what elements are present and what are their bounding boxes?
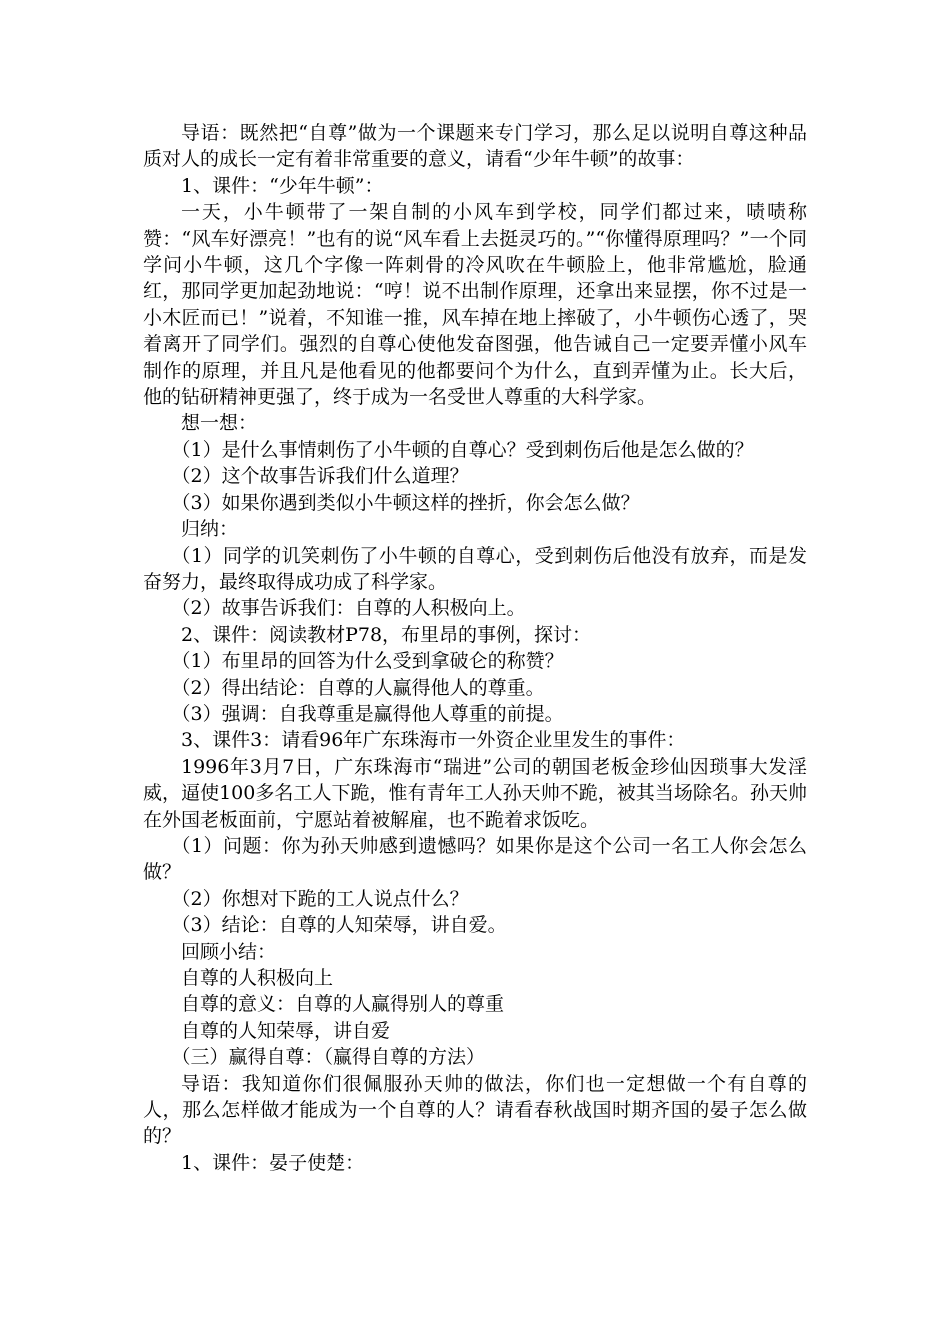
review-line: 自尊的人积极向上	[181, 967, 334, 989]
incident-paragraph: 1996年3月7日，广东珠海市“瑞进”公司的朝国老板金珍仙因琐事大发淫威，逼使100多名工人下跪，惟有青年工人孙天帅不跪，被其当场除名。孙天帅在外国老板面前，宁愿站着被解雇，也不跪着求饭吃。	[143, 755, 807, 831]
discussion-item: （3）强调：自我尊重是赢得他人尊重的前提。	[171, 702, 564, 725]
question-item: （3）如果你遇到类似小牛顿这样的挫折，你会怎么做？	[171, 491, 640, 514]
summary-heading: 归纳：	[181, 518, 239, 541]
review-line: 自尊的意义：自尊的人赢得别人的尊重	[181, 993, 505, 1016]
incident-question-item: （1）问题：你为孙天帅感到遗憾吗？如果你是这个公司一名工人你会怎么做？	[143, 834, 807, 884]
courseware-3-heading: 3、课件3：请看96年广东珠海市一外资企业里发生的事件：	[181, 729, 686, 752]
courseware-yanzi-heading: 1、课件：晏子使楚：	[181, 1151, 365, 1174]
intro-paragraph-2: 导语：我知道你们很佩服孙天帅的做法，你们也一定想做一个有自尊的人，那么怎样做才能成为一个自尊的人？请看春秋战国时期齐国的晏子怎么做的？	[143, 1072, 807, 1148]
incident-question-item: （2）你想对下跪的工人说点什么？	[171, 887, 469, 910]
question-item: （1）是什么事情刺伤了小牛顿的自尊心？受到刺伤后他是怎么做的？	[171, 438, 754, 461]
discussion-item: （2）得出结论：自尊的人赢得他人的尊重。	[171, 676, 545, 699]
intro-paragraph: 导语：既然把“自尊”做为一个课题来专门学习，那么足以说明自尊这种品质对人的成长一定有着非常重要的意义，请看“少年牛顿”的故事：	[143, 122, 807, 171]
newton-story-paragraph: 一天，小牛顿带了一架自制的小风车到学校，同学们都过来，啧啧称赞：“风车好漂亮！”也有的说“风车看上去挺灵巧的。”“你懂得原理吗？”一个同学问小牛顿，这几个字像一阵刺骨的冷风吹在牛顿脸上，他非常尴尬，脸通红，那同学更加起劲地说：“哼！说不出制作原理，还拿出来显摆，你不过是一小木匠而已！”说着，不知谁一推，风车掉在地上摔破了，小牛顿伤心透了，哭着离开了同学们。强烈的自尊心使他发奋图强，他告诫自己一定要弄懂小风车制作的原理，并且凡是他看见的他都要问个为什么，直到弄懂为止。长大后，他的钻研精神更强了，终于成为一名受世人尊重的大科学家。	[143, 201, 807, 409]
courseware-1-heading: 1、课件：“少年牛顿”：	[181, 174, 384, 197]
summary-item: （2）故事告诉我们：自尊的人积极向上。	[171, 597, 526, 620]
review-line: 自尊的人知荣辱，讲自爱	[181, 1019, 391, 1042]
incident-question-item: （3）结论：自尊的人知荣辱，讲自爱。	[171, 914, 507, 937]
section-3-heading: （三）赢得自尊：（赢得自尊的方法）	[171, 1046, 486, 1069]
question-item: （2）这个故事告诉我们什么道理？	[171, 465, 469, 488]
courseware-2-heading: 2、课件：阅读教材P78，布里昂的事例，探讨：	[181, 623, 592, 646]
document-page	[143, 120, 807, 1176]
think-heading: 想一想：	[181, 412, 258, 435]
review-heading: 回顾小结：	[181, 940, 277, 963]
summary-item: （1）同学的讥笑刺伤了小牛顿的自尊心，受到刺伤后他没有放弃，而是发奋努力，最终取得成功成了科学家。	[143, 544, 807, 593]
discussion-item: （1）布里昂的回答为什么受到拿破仑的称赞？	[171, 650, 564, 673]
